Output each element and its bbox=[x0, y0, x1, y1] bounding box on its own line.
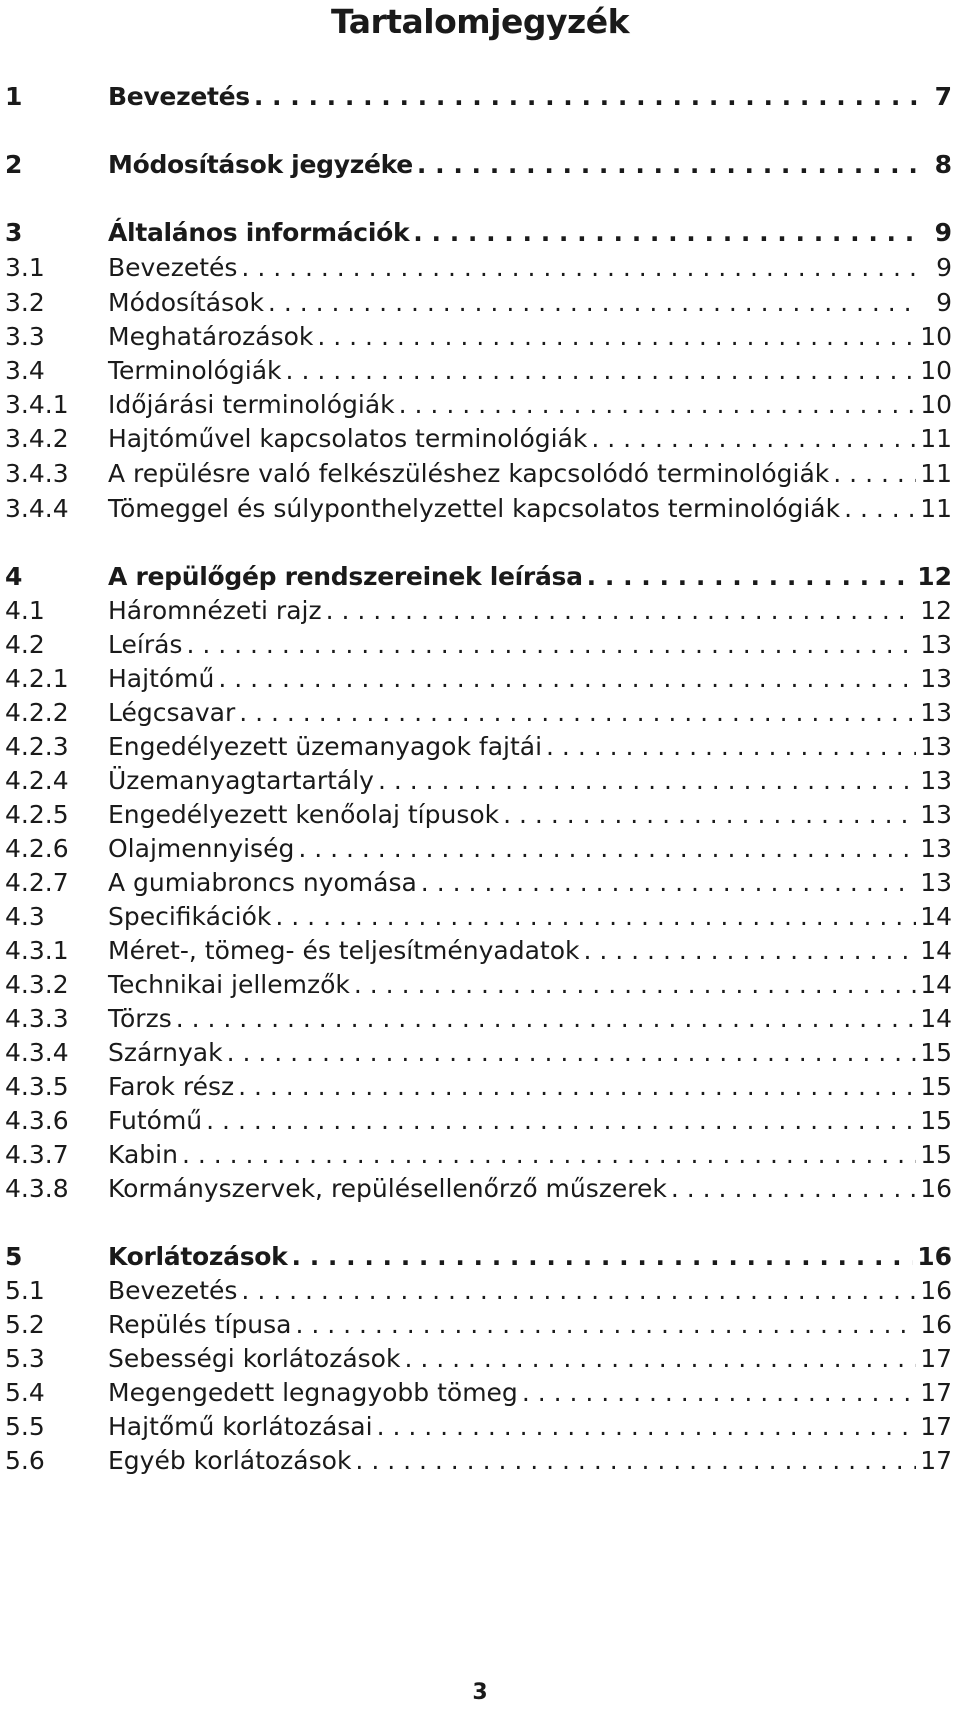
toc-entry[interactable] bbox=[0, 762, 960, 800]
toc-entry[interactable] bbox=[0, 1170, 960, 1208]
dot-leader bbox=[355, 1446, 916, 1476]
toc-entry-page: 9 bbox=[934, 218, 952, 247]
toc-entry-number: 5.2 bbox=[5, 1310, 45, 1339]
toc-entry-number: 4.3.4 bbox=[5, 1038, 69, 1067]
dot-leader bbox=[417, 150, 920, 180]
toc-entry-label: Kormányszervek, repülésellenőrző műszerek bbox=[108, 1174, 667, 1203]
toc-entry-page: 16 bbox=[917, 1242, 952, 1271]
toc-entry-number: 3.3 bbox=[5, 322, 45, 351]
toc-entry[interactable] bbox=[0, 1000, 960, 1038]
toc-entry-number: 4.3.3 bbox=[5, 1004, 69, 1033]
toc-entry-page: 14 bbox=[920, 936, 952, 965]
dot-leader bbox=[295, 1310, 916, 1340]
toc-entry-number: 4 bbox=[5, 562, 23, 591]
toc-entry-number: 3.4.1 bbox=[5, 390, 69, 419]
toc-entry-page: 17 bbox=[920, 1344, 952, 1373]
toc-entry-page: 15 bbox=[920, 1038, 952, 1067]
toc-entry-number: 5.3 bbox=[5, 1344, 45, 1373]
toc-entry[interactable] bbox=[0, 1034, 960, 1072]
toc-entry-label: Hajtómű bbox=[108, 664, 215, 693]
toc-entry-number: 3.4.4 bbox=[5, 494, 69, 523]
toc-entry-label: Módosítások bbox=[108, 288, 264, 317]
dot-leader bbox=[844, 494, 916, 524]
toc-entry[interactable] bbox=[0, 420, 960, 458]
toc-entry[interactable] bbox=[0, 1408, 960, 1446]
dot-leader bbox=[833, 459, 916, 489]
dot-leader bbox=[286, 356, 917, 386]
toc-entry[interactable] bbox=[0, 146, 960, 184]
toc-entry-number: 5 bbox=[5, 1242, 23, 1271]
toc-entry-page: 15 bbox=[920, 1140, 952, 1169]
toc-entry-label: Szárnyak bbox=[108, 1038, 223, 1067]
dot-leader bbox=[421, 868, 916, 898]
toc-entry[interactable] bbox=[0, 214, 960, 252]
toc-entry-number: 4.2.1 bbox=[5, 664, 69, 693]
toc-entry-label: Meghatározások bbox=[108, 322, 314, 351]
toc-entry[interactable] bbox=[0, 352, 960, 390]
toc-entry[interactable] bbox=[0, 1340, 960, 1378]
toc-entry-label: Törzs bbox=[108, 1004, 172, 1033]
toc-entry-label: Hajtőmű korlátozásai bbox=[108, 1412, 373, 1441]
toc-entry-page: 8 bbox=[934, 150, 952, 179]
toc-entry-number: 4.3 bbox=[5, 902, 45, 931]
toc-entry-page: 11 bbox=[920, 424, 952, 453]
toc-entry-number: 1 bbox=[5, 82, 23, 111]
toc-entry-page: 15 bbox=[920, 1106, 952, 1135]
dot-leader bbox=[254, 82, 920, 112]
toc-entry-label: Futómű bbox=[108, 1106, 203, 1135]
toc-entry-label: Repülés típusa bbox=[108, 1310, 292, 1339]
dot-leader bbox=[377, 1412, 917, 1442]
toc-entry-label: Időjárási terminológiák bbox=[108, 390, 395, 419]
toc-entry[interactable] bbox=[0, 490, 960, 528]
toc-entry[interactable] bbox=[0, 558, 960, 596]
toc-entry-label: Terminológiák bbox=[108, 356, 282, 385]
dot-leader bbox=[326, 596, 917, 626]
toc-entry[interactable] bbox=[0, 660, 960, 698]
toc-entry-page: 9 bbox=[936, 288, 952, 317]
toc-entry-number: 5.5 bbox=[5, 1412, 45, 1441]
toc-entry-number: 5.4 bbox=[5, 1378, 45, 1407]
toc-entry-page: 17 bbox=[920, 1378, 952, 1407]
dot-leader bbox=[413, 218, 920, 248]
toc-entry[interactable] bbox=[0, 284, 960, 322]
toc-entry[interactable] bbox=[0, 592, 960, 630]
toc-entry-label: Hajtóművel kapcsolatos terminológiák bbox=[108, 424, 588, 453]
toc-entry-page: 14 bbox=[920, 970, 952, 999]
toc-entry-label: Üzemanyagtartartály bbox=[108, 766, 374, 795]
toc-entry-number: 4.3.2 bbox=[5, 970, 69, 999]
toc-entry-page: 13 bbox=[920, 732, 952, 761]
toc-entry-label: Engedélyezett üzemanyagok fajtái bbox=[108, 732, 543, 761]
dot-leader bbox=[378, 766, 916, 796]
dot-leader bbox=[522, 1378, 916, 1408]
toc-entry[interactable] bbox=[0, 1272, 960, 1310]
toc-entry-number: 5.1 bbox=[5, 1276, 45, 1305]
toc-entry-number: 5.6 bbox=[5, 1446, 45, 1475]
toc-entry[interactable] bbox=[0, 694, 960, 732]
toc-entry[interactable] bbox=[0, 1374, 960, 1412]
toc-entry-number: 4.3.6 bbox=[5, 1106, 69, 1135]
toc-entry[interactable] bbox=[0, 796, 960, 834]
toc-entry-label: Bevezetés bbox=[108, 253, 238, 282]
toc-entry-page: 11 bbox=[920, 494, 952, 523]
toc-entry-page: 13 bbox=[920, 868, 952, 897]
dot-leader bbox=[186, 630, 916, 660]
toc-entry-number: 4.3.7 bbox=[5, 1140, 69, 1169]
page-title: Tartalomjegyzék bbox=[330, 2, 630, 41]
toc-entry-label: Módosítások jegyzéke bbox=[108, 150, 413, 179]
dot-leader bbox=[317, 322, 916, 352]
toc-entry-page: 13 bbox=[920, 698, 952, 727]
toc-entry-page: 9 bbox=[936, 253, 952, 282]
toc-entry-number: 3.4 bbox=[5, 356, 45, 385]
toc-entry-number: 3.4.2 bbox=[5, 424, 69, 453]
toc-entry-number: 3.4.3 bbox=[5, 459, 69, 488]
dot-leader bbox=[298, 834, 916, 864]
dot-leader bbox=[354, 970, 916, 1000]
toc-entry[interactable] bbox=[0, 728, 960, 766]
toc-entry-number: 4.3.5 bbox=[5, 1072, 69, 1101]
toc-entry[interactable] bbox=[0, 830, 960, 868]
toc-entry-label: Specifikációk bbox=[108, 902, 272, 931]
toc-entry-page: 13 bbox=[920, 766, 952, 795]
toc-entry[interactable] bbox=[0, 864, 960, 902]
dot-leader bbox=[399, 390, 917, 420]
toc-entry-label: Légcsavar bbox=[108, 698, 236, 727]
toc-entry-page: 13 bbox=[920, 800, 952, 829]
toc-entry-number: 4.3.1 bbox=[5, 936, 69, 965]
toc-entry-label: Tömeggel és súlyponthelyzettel kapcsolatos terminológiák bbox=[108, 494, 841, 523]
toc-entry-page: 16 bbox=[920, 1276, 952, 1305]
toc-entry-number: 4.3.8 bbox=[5, 1174, 69, 1203]
toc-entry-page: 14 bbox=[920, 902, 952, 931]
toc-entry-label: Háromnézeti rajz bbox=[108, 596, 322, 625]
toc-entry-number: 4.2 bbox=[5, 630, 45, 659]
dot-leader bbox=[404, 1344, 916, 1374]
dot-leader bbox=[206, 1106, 916, 1136]
dot-leader bbox=[241, 1276, 916, 1306]
toc-entry-page: 15 bbox=[920, 1072, 952, 1101]
dot-leader bbox=[268, 288, 920, 318]
toc-entry-label: Megengedett legnagyobb tömeg bbox=[108, 1378, 518, 1407]
toc-entry-number: 4.2.4 bbox=[5, 766, 69, 795]
toc-entry-label: Méret-, tömeg- és teljesítményadatok bbox=[108, 936, 580, 965]
toc-entry-number: 3.1 bbox=[5, 253, 45, 282]
toc-entry-page: 16 bbox=[920, 1310, 952, 1339]
toc-entry-page: 12 bbox=[917, 562, 952, 591]
toc-entry-label: Általános információk bbox=[108, 218, 410, 247]
toc-entry[interactable] bbox=[0, 318, 960, 356]
toc-entry[interactable] bbox=[0, 966, 960, 1004]
toc-entry-label: Engedélyezett kenőolaj típusok bbox=[108, 800, 500, 829]
toc-entry[interactable] bbox=[0, 1306, 960, 1344]
dot-leader bbox=[591, 424, 916, 454]
toc-entry-page: 17 bbox=[920, 1446, 952, 1475]
page-number: 3 bbox=[472, 1680, 488, 1705]
toc-entry-page: 17 bbox=[920, 1412, 952, 1441]
toc-entry-number: 4.2.6 bbox=[5, 834, 69, 863]
dot-leader bbox=[182, 1140, 916, 1170]
toc-entry-number: 4.2.3 bbox=[5, 732, 69, 761]
toc-entry-label: A repülőgép rendszereinek leírása bbox=[108, 562, 583, 591]
toc-entry-label: Sebességi korlátozások bbox=[108, 1344, 401, 1373]
toc-entry[interactable] bbox=[0, 898, 960, 936]
toc-entry[interactable] bbox=[0, 249, 960, 287]
toc-entry-page: 10 bbox=[920, 322, 952, 351]
toc-entry[interactable] bbox=[0, 932, 960, 970]
toc-entry-page: 10 bbox=[920, 356, 952, 385]
toc-entry-page: 13 bbox=[920, 630, 952, 659]
toc-entry-label: Kabin bbox=[108, 1140, 178, 1169]
toc-entry-number: 4.1 bbox=[5, 596, 45, 625]
toc-entry-label: Egyéb korlátozások bbox=[108, 1446, 352, 1475]
toc-entry-number: 3.2 bbox=[5, 288, 45, 317]
dot-leader bbox=[241, 253, 920, 283]
toc-entry[interactable] bbox=[0, 1136, 960, 1174]
toc-entry-label: Farok rész bbox=[108, 1072, 235, 1101]
toc-entry-label: A gumiabroncs nyomása bbox=[108, 868, 417, 897]
dot-leader bbox=[583, 936, 916, 966]
dot-leader bbox=[546, 732, 916, 762]
toc-entry-number: 4.2.2 bbox=[5, 698, 69, 727]
toc-entry-label: Olajmennyiség bbox=[108, 834, 295, 863]
toc-entry[interactable] bbox=[0, 1068, 960, 1106]
toc-entry[interactable] bbox=[0, 455, 960, 493]
toc-entry-number: 4.2.5 bbox=[5, 800, 69, 829]
toc-entry-number: 4.2.7 bbox=[5, 868, 69, 897]
toc-entry[interactable] bbox=[0, 386, 960, 424]
toc-entry-page: 16 bbox=[920, 1174, 952, 1203]
toc-entry-label: Technikai jellemzők bbox=[108, 970, 350, 999]
toc-entry-page: 12 bbox=[920, 596, 952, 625]
dot-leader bbox=[218, 664, 916, 694]
toc-entry-label: Korlátozások bbox=[108, 1242, 288, 1271]
toc-entry-page: 14 bbox=[920, 1004, 952, 1033]
toc-entry[interactable] bbox=[0, 1442, 960, 1480]
toc-entry-number: 3 bbox=[5, 218, 23, 247]
toc-entry-page: 7 bbox=[934, 82, 952, 111]
dot-leader bbox=[227, 1038, 917, 1068]
dot-leader bbox=[292, 1242, 914, 1272]
dot-leader bbox=[176, 1004, 916, 1034]
toc-entry-number: 2 bbox=[5, 150, 23, 179]
dot-leader bbox=[587, 562, 914, 592]
toc-entry-page: 10 bbox=[920, 390, 952, 419]
dot-leader bbox=[239, 698, 916, 728]
toc-entry-page: 13 bbox=[920, 834, 952, 863]
dot-leader bbox=[275, 902, 916, 932]
toc-entry-label: A repülésre való felkészüléshez kapcsolódó terminológiák bbox=[108, 459, 830, 488]
toc-entry[interactable] bbox=[0, 626, 960, 664]
dot-leader bbox=[503, 800, 916, 830]
toc-entry-page: 13 bbox=[920, 664, 952, 693]
toc-entry[interactable] bbox=[0, 78, 960, 116]
toc-entry-label: Leírás bbox=[108, 630, 183, 659]
dot-leader bbox=[238, 1072, 916, 1102]
toc-entry-page: 11 bbox=[920, 459, 952, 488]
toc-entry[interactable] bbox=[0, 1102, 960, 1140]
toc-entry-label: Bevezetés bbox=[108, 1276, 238, 1305]
toc-entry-label: Bevezetés bbox=[108, 82, 250, 111]
dot-leader bbox=[671, 1174, 916, 1204]
toc-entry[interactable] bbox=[0, 1238, 960, 1276]
